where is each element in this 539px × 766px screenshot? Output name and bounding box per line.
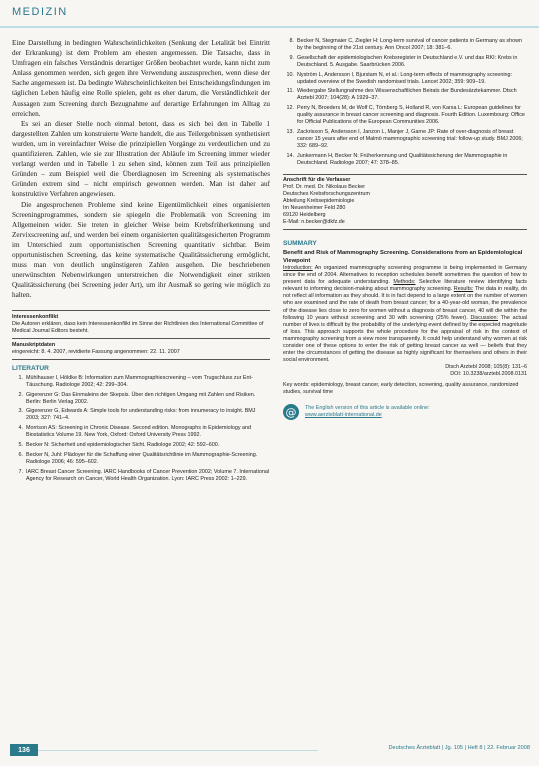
english-version-line: The English version of this article is available online: [305,405,430,412]
literature-heading: LITERATUR [12,364,49,372]
reference-number: 2. [18,391,23,398]
reference-item [12,392,270,406]
reference-item [12,469,270,483]
divider [283,174,527,175]
english-version-note [283,404,527,420]
citation-journal: Dtsch Arztebl 2008; 105(8): 131–6 [445,364,527,371]
citation-doi: DOI: 10.3238/arztebl.2008.0131 [450,371,527,378]
reference-item [12,408,270,422]
page-number: 136 [10,744,38,756]
reference-list [283,38,527,167]
keywords: Key words: epidemiology, breast cancer, early detection, screening, quality assurance, randomized studies, survival time [283,382,519,396]
manuscript-text: eingereicht: 8. 4. 2007, revidierte Fassung angenommen: 22. 11. 2007 [12,349,180,356]
citation [283,364,527,378]
summary-results: The data in reality, do not reflect all information as they should. It is in fact depend to a large extent on the number of women who are examined and the rate of death from breast cancer; for a 40-year-old woman, the prevalence of the disease lies close to zero for women without a diagnosis of breast cancer, 40 will die within the following 10 years without screening and 30 with screening (25% fewer). [283,286,527,321]
body-paragraph: Eine Darstellung in bedingten Wahrscheinlichkeiten (Senkung der Letalität bei Eintritt der Erkrankung) ist dem Problem am ehesten angemessen. Die Tatsache, dass in Umfragen ein falsches Verständnis derartiger Größen beobachtet wurde, kann nicht zum Anlass genommen werden, sich gegen ihre Verwendung auszusprechen, wenn diese der Sache angemessen ist. Da bedingte Wahrscheinlichkeiten bei Entscheidungsfindungen im täglichen Leben häufig eine Rolle spielen, geht es eher darum, die Verständlichkeit der Aussagen zum Screening durch Bezugnahme auf derartige Erfahrungen im Alltag zu erreichen. [12,39,270,118]
body-paragraph: Es sei an dieser Stelle noch einmal betont, dass es sich bei den in Tabelle 1 dargestellten Zahlen um konstruierte Werte handelt, die aus Teilergebnissen synthetisiert wurden, um in vereinfachter Weise die prinzipiellen Vorgänge zu verdeutlichen und zu quantifizieren. Zahlen, wie sie zur Illustration der Abläufe im Screening immer wieder verlangt werden und in Tabelle 1 zu sehen sind, können zum Teil aus prinzipiellen Gründen – zum Beispiel weil die Überdiagnosen im Screening als systematisches Gründen extrem sind – nicht empirisch gewonnen werden. Man ist daher auf konstruktive Verfahren angewiesen. [12,119,270,199]
reference-text: Gesellschaft der epidemiologischen Krebsregister in Deutschland e.V. und das RKI: Krebs in Deutschland. 5. Ausgabe. Saarbrücken 2006. [297,54,518,68]
manuscript-data [12,342,270,356]
correspondence-email: E-Mail: n.becker@dkfz.de [283,219,345,226]
reference-text: Gigerenzer G, Edwards A: Simple tools for understanding risks: from innumeracy to insight. BMJ 2003; 327: 741–4. [26,408,256,422]
reference-text: Mühlhauser I, Höldke B: Information zum Mammographiescreening – vom Trugschluss zur Ent-Täuschung. Radiologe 2002; 42: 299–304. [26,374,253,388]
reference-number: 9. [289,54,294,61]
reference-item [12,442,270,449]
correspondence-line: Im Neuenheimer Feld 280 [283,205,346,212]
journal-footer: Deutsches Ärzteblatt | Jg. 105 | Heft 8 | 22. Februar 2008 [388,745,530,751]
reference-number: 5. [18,442,23,449]
summary-discussion: The actual number of lives is difficult by the probability of the underlying event defined by the expected magnitude of loss. This approach supports the whole procedure for the appraisal of risk in the context of mammography screening from a view more transparently. It could help understand why women at risk consider one of these options to enter the risk of getting breast cancer as well — beliefs that they enter the circumstances of getting the disease as highly significant for themselves and others in their social environment. [283,314,528,364]
left-column [12,38,270,485]
summary-label-introduction: Introduction: [283,264,313,271]
summary-title: Benefit and Risk of Mammography Screening. Considerations from an Epidemiological Viewpoint [283,250,523,264]
reference-text: Nyström L, Andersson I, Bjurstam N, et al.: Long-term effects of mammography screening: updated overview of the Swedish randomised trials. Lancet 2002; 359: 909–19. [297,71,513,85]
reference-number: 14. [286,152,294,159]
reference-text: Zackrisson S, Andersson I, Janzon L, Manjer J, Garne JP: Rate of over-diagnosis of breast cancer 15 years after end of Malmö mammographic screening trial: follow-up study. BMJ 2006; 332: 689–92. [297,128,523,149]
reference-item [283,88,527,102]
reference-text: IARC Breast Cancer Screening. IARC Handbooks of Cancer Prevention 2002; Volume 7. International Agency for Research on Cancer, World Health Organization. Lyon: IARC Press 2002: 1–229. [26,468,270,482]
summary-label-methods: Methods: [393,279,416,286]
reference-number: 8. [289,38,294,44]
reference-number: 4. [18,425,23,432]
conflict-text: Die Autoren erklären, dass kein Interessenkonflikt im Sinne der Richtlinien des International Committee of Medical Journal Editors besteht. [12,321,264,335]
summary-introduction: An organized mammography screening programme is being implemented in Germany since the end of 2004. Alternatives to reception schedules benefit sometimes the question of how to present data for adequate understanding. [283,264,527,286]
manuscript-title: Manuskriptdaten [12,342,56,349]
summary-body [283,265,527,364]
section-title: MEDIZIN [12,6,68,18]
reference-item [12,375,270,389]
reference-text: Becker N: Sicherheit und epidemiologischer Sicht. Radiologe 2002; 42: 592–600. [26,442,220,449]
reference-number: 6. [18,451,23,458]
correspondence-line: Prof. Dr. med. Dr. Nikolaus Becker [283,184,366,191]
reference-text: Junkermann H, Becker N: Früherkennung und Qualitätssicherung der Mammographie in Deutschland. Radiologe 2007; 47: 378–85. [297,152,508,166]
reference-item [12,452,270,466]
correspondence-line: 69120 Heidelberg [283,212,326,219]
reference-number: 12. [286,105,294,112]
divider [12,310,270,311]
correspondence-line: Deutsches Krebsforschungszentrum [283,191,370,198]
english-version-link[interactable]: www.aerzteblatt-international.de [305,412,382,419]
at-sign-icon: @ [283,404,299,420]
reference-item [283,129,527,150]
footer-divider [38,750,318,751]
conflict-title: Interessenkonflikt [12,314,59,321]
reference-number: 10. [286,71,294,78]
reference-item [283,55,527,69]
reference-text: Wiedergabe Stellungnahme des Wissenschaftlichen Beirats der Bundesärztekammer. Dtsch Arztebl 2007; 104(28): A 1929–37. [297,88,517,102]
correspondence-block [283,177,527,226]
reference-text: Becker N, Stegmaier C, Ziegler H: Long-term survival of cancer patients in Germany as shown by the beginning of the 21st century. Ann Oncol 2007; 18: 381–6. [297,38,522,51]
reference-text: Morrison AS: Screening in Chronic Disease. Second edition. Monographs in Epidemiology and Biostatistics Volume 19. New York, Oxford: Oxford University Press 1992. [26,425,252,439]
correspondence-line: Abteilung Krebsepidemiologie [283,198,355,205]
reference-number: 1. [18,374,23,381]
reference-list [12,375,270,483]
reference-text: Gigerenzer G: Das Einmaleins der Skepsis. Über den richtigen Umgang mit Zahlen und Risiken. Berlin: Berlin Verlag 2002. [26,391,256,405]
conflict-of-interest [12,314,270,335]
reference-item [283,38,527,52]
reference-number: 11. [286,88,294,95]
summary-label-results: Results: [453,286,474,293]
reference-number: 7. [18,468,23,475]
body-paragraph: Die angesprochenen Probleme sind keine Eigentümlichkeit eines organisierten Screeningprogrammes, sondern sie spiegeln die Problematik von Screening im Allgemeinen wider. Sie treten in gleicher Weise beim Krebsfrüherkennung und Zervixscreening auf, und werden bei einem organisierten qualitätsgesicherten Programm im Unterschied zum opportunistischen Screening quantitativ sichtbar. Beim opportunistischen Screening, das keine systematische Qualitätssicherung ermöglicht, muss man von deutlich ungünstigeren Zahlen ausgehen. Die beschriebenen unerwünschten Nebenwirkungen unterstreichen die Notwendigkeit einer strikten Qualitätssicherung (bei Screening jeder Art), um ihr Ausmaß so gering wie möglich zu halten. [12,200,270,300]
correspondence-title: Anschrift für die Verfasser [283,177,351,184]
summary-label-discussion: Discussion: [470,314,499,321]
header-divider [0,26,539,28]
reference-text: Perry N, Broeders M, de Wolf C, Törnberg S, Holland R, von Karsa L: European guidelines for quality assurance in breast cancer screening and diagnosis. Fourth Edition. Luxembourg: Office for Official Publications of the European Communities 2006. [297,105,525,126]
right-column [283,38,527,420]
reference-item [12,425,270,439]
divider [12,338,270,339]
reference-item [283,105,527,126]
reference-number: 13. [286,128,294,135]
reference-text: Becker N, Juhl: Plädoyer für die Schaffung einer Qualitätsrichtlinie im Mammographie-Screening. Radiologe 2006; 46: 595–602. [26,451,258,465]
reference-item [283,72,527,86]
reference-number: 3. [18,408,23,415]
reference-item [283,153,527,167]
english-version-text [305,405,430,419]
summary-heading: SUMMARY [283,240,317,248]
summary-methods: Selective literature review identifying facts relevant to informing decision-making about mammography screening. [283,279,528,293]
